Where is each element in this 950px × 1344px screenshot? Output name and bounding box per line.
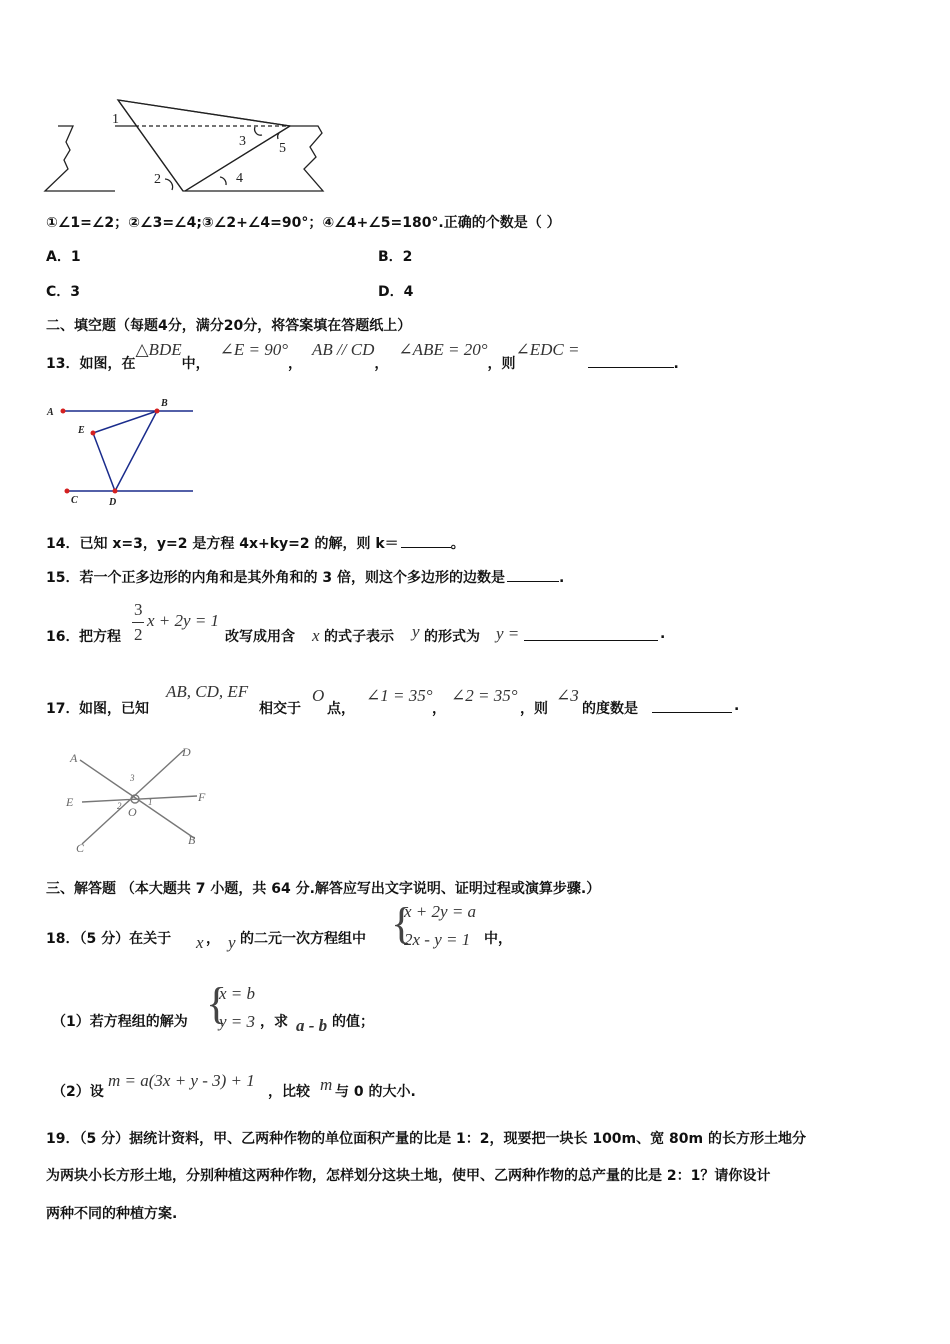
- q14-text: 14．已知 x=3，y=2 是方程 4x+ky=2 的解，则 k＝: [46, 536, 399, 552]
- q18-eq1: x + 2y = a: [404, 902, 477, 921]
- fig17-label-a: A: [70, 751, 78, 765]
- fig17-label-2: 2: [117, 801, 122, 811]
- q16-answer-blank[interactable]: [524, 626, 658, 641]
- fig17-label-1: 1: [148, 797, 153, 807]
- q17-text-6: 的度数是: [582, 701, 638, 717]
- fig17-label-e: E: [66, 795, 74, 809]
- q16-equation-rest: x + 2y = 1: [147, 611, 220, 630]
- q17-answer-blank[interactable]: [652, 698, 732, 713]
- q13-text-2: 中，: [181, 356, 210, 372]
- q15-answer-blank[interactable]: [507, 567, 559, 582]
- figure-q17: [62, 742, 212, 857]
- fig13-label-d: D: [109, 497, 117, 508]
- q17-text-4: ，: [432, 701, 446, 717]
- q13: [46, 340, 679, 372]
- fig12-label-2: 2: [154, 172, 161, 187]
- q16-y: y: [412, 622, 420, 641]
- q14: [46, 533, 465, 553]
- q13-angle-edc: ∠EDC =: [515, 340, 580, 359]
- q14-end: 。: [450, 536, 465, 552]
- q17-text-3: 点，: [327, 701, 355, 717]
- q16-fraction-bar: [132, 622, 144, 623]
- q19-line-3: 两种不同的种植方案.: [46, 1206, 178, 1222]
- q16-fraction-numerator: 3: [134, 600, 143, 619]
- fig13-label-c: C: [71, 495, 78, 506]
- q18-text-2: 中，: [484, 931, 512, 947]
- q12-option-d[interactable]: D．4: [378, 284, 414, 300]
- fig13-label-e: E: [78, 425, 85, 436]
- fig13-label-a: A: [47, 407, 54, 418]
- q14-answer-blank[interactable]: [401, 533, 451, 548]
- q13-angle-abe: ∠ABE = 20°: [398, 340, 488, 359]
- q17-angle-1: ∠1 = 35°: [366, 686, 433, 705]
- q18-text-1: 的二元一次方程组中: [240, 931, 366, 947]
- q16-text-4: 的形式为: [424, 629, 480, 645]
- figure-q13: [45, 395, 200, 510]
- section-3-heading: 三、解答题 （本大题共 7 小题，共 64 分.解答应写出文字说明、证明过程或演算步骤.）: [46, 881, 601, 897]
- q13-text-3: ，: [288, 356, 303, 372]
- q16-end: .: [660, 626, 666, 642]
- q17-angle-2: ∠2 = 35°: [451, 686, 518, 705]
- q18-m-expression: m = a(3x + y - 3) + 1: [108, 1071, 255, 1090]
- fig17-label-d: D: [182, 745, 191, 759]
- fig17-label-b: B: [188, 833, 196, 847]
- q13-triangle: △BDE: [135, 340, 182, 359]
- q13-parallel: AB // CD: [312, 340, 375, 359]
- q18-system-brace: {: [391, 899, 413, 948]
- q16-text-1: 把方程: [79, 629, 121, 645]
- fig17-label-c: C: [76, 841, 85, 855]
- fig17-label-o: O: [128, 805, 137, 819]
- q13-number: 13．: [46, 356, 80, 372]
- q13-text-5: ，则: [487, 356, 516, 372]
- q18-p1-text-3: 的值；: [332, 1014, 374, 1030]
- q15-text: 15．若一个正多边形的内角和是其外角和的 3 倍，则这个多边形的边数是: [46, 570, 505, 586]
- q13-angle-e: ∠E = 90°: [219, 340, 289, 359]
- q16-fraction-denominator: 2: [134, 625, 143, 644]
- fig13-label-b: B: [161, 398, 168, 409]
- fig12-label-3: 3: [239, 134, 246, 149]
- q19-line-1: 19．（5 分）据统计资料，甲、乙两种作物的单位面积产量的比是 1：2，现要把一块长 100m、宽 80m 的长方形土地分: [46, 1131, 806, 1147]
- fig12-label-4: 4: [236, 171, 243, 186]
- q13-answer-blank[interactable]: [588, 353, 674, 368]
- q12-option-c[interactable]: C．3: [46, 284, 81, 300]
- q18-p1-text-2: ，求: [260, 1014, 288, 1030]
- q15: [46, 567, 564, 587]
- q13-text-4: ，: [374, 356, 389, 372]
- q18-eq2: 2x - y = 1: [404, 930, 471, 949]
- q18-p1-label: （1）若方程组的解为: [52, 1014, 188, 1030]
- q17-number: 17．: [46, 701, 80, 717]
- q18-x: x: [196, 933, 204, 952]
- q13-end: .: [673, 356, 679, 372]
- fig17-label-f: F: [198, 790, 206, 804]
- q17-lines: AB, CD, EF: [166, 682, 249, 701]
- q17-end: .: [734, 698, 740, 714]
- q17-text-1: 如图，已知: [79, 701, 149, 717]
- q16-text-3: 的式子表示: [324, 629, 394, 645]
- fig12-label-5: 5: [279, 141, 286, 156]
- q18-y: y: [228, 933, 236, 952]
- q17-angle-3: ∠3: [556, 686, 579, 705]
- q17-text-2: 相交于: [259, 701, 301, 717]
- q18-sol2: y = 3: [219, 1012, 256, 1031]
- q19-line-2: 为两块小长方形土地，分别种植这两种作物，怎样划分这块土地，使甲、乙两种作物的总产量的比是 2：1？请你设计: [46, 1168, 771, 1184]
- q18-p2-label: （2）设: [52, 1084, 104, 1100]
- q15-end: .: [558, 570, 565, 586]
- q17-point-o: O: [312, 686, 325, 705]
- q18-p2-text-2: ，比较: [268, 1084, 310, 1100]
- q12-statement: ①∠1=∠2；②∠3=∠4;③∠2+∠4=90°；④∠4+∠5=180°.正确的个数是（ ）: [46, 215, 561, 231]
- section-2-heading: 二、填空题（每题4分，满分20分，将答案填在答题纸上）: [46, 318, 412, 334]
- q16-number: 16．: [46, 629, 80, 645]
- q16-text-2: 改写成用含: [225, 629, 295, 645]
- q18-p2-text-3: 与 0 的大小.: [335, 1084, 416, 1100]
- fig12-label-1: 1: [112, 112, 119, 127]
- q12-option-b[interactable]: B．2: [378, 249, 413, 265]
- q16-x: x: [312, 626, 320, 645]
- q18-sol1: x = b: [219, 984, 256, 1003]
- q18-intro: 18．（5 分）在关于: [46, 931, 172, 947]
- figure-q12: [40, 95, 330, 200]
- q18-m: m: [320, 1075, 333, 1094]
- fig17-label-3: 3: [130, 773, 135, 783]
- q18-sep: ，: [206, 931, 220, 947]
- q18-solution-brace: {: [206, 979, 228, 1028]
- q12-option-a[interactable]: A．1: [46, 249, 81, 265]
- q16-y-equals: y =: [496, 624, 520, 643]
- q18-a-minus-b: a - b: [296, 1016, 328, 1035]
- q17-text-5: ，则: [520, 701, 548, 717]
- q13-text-1: 如图，在: [79, 356, 136, 372]
